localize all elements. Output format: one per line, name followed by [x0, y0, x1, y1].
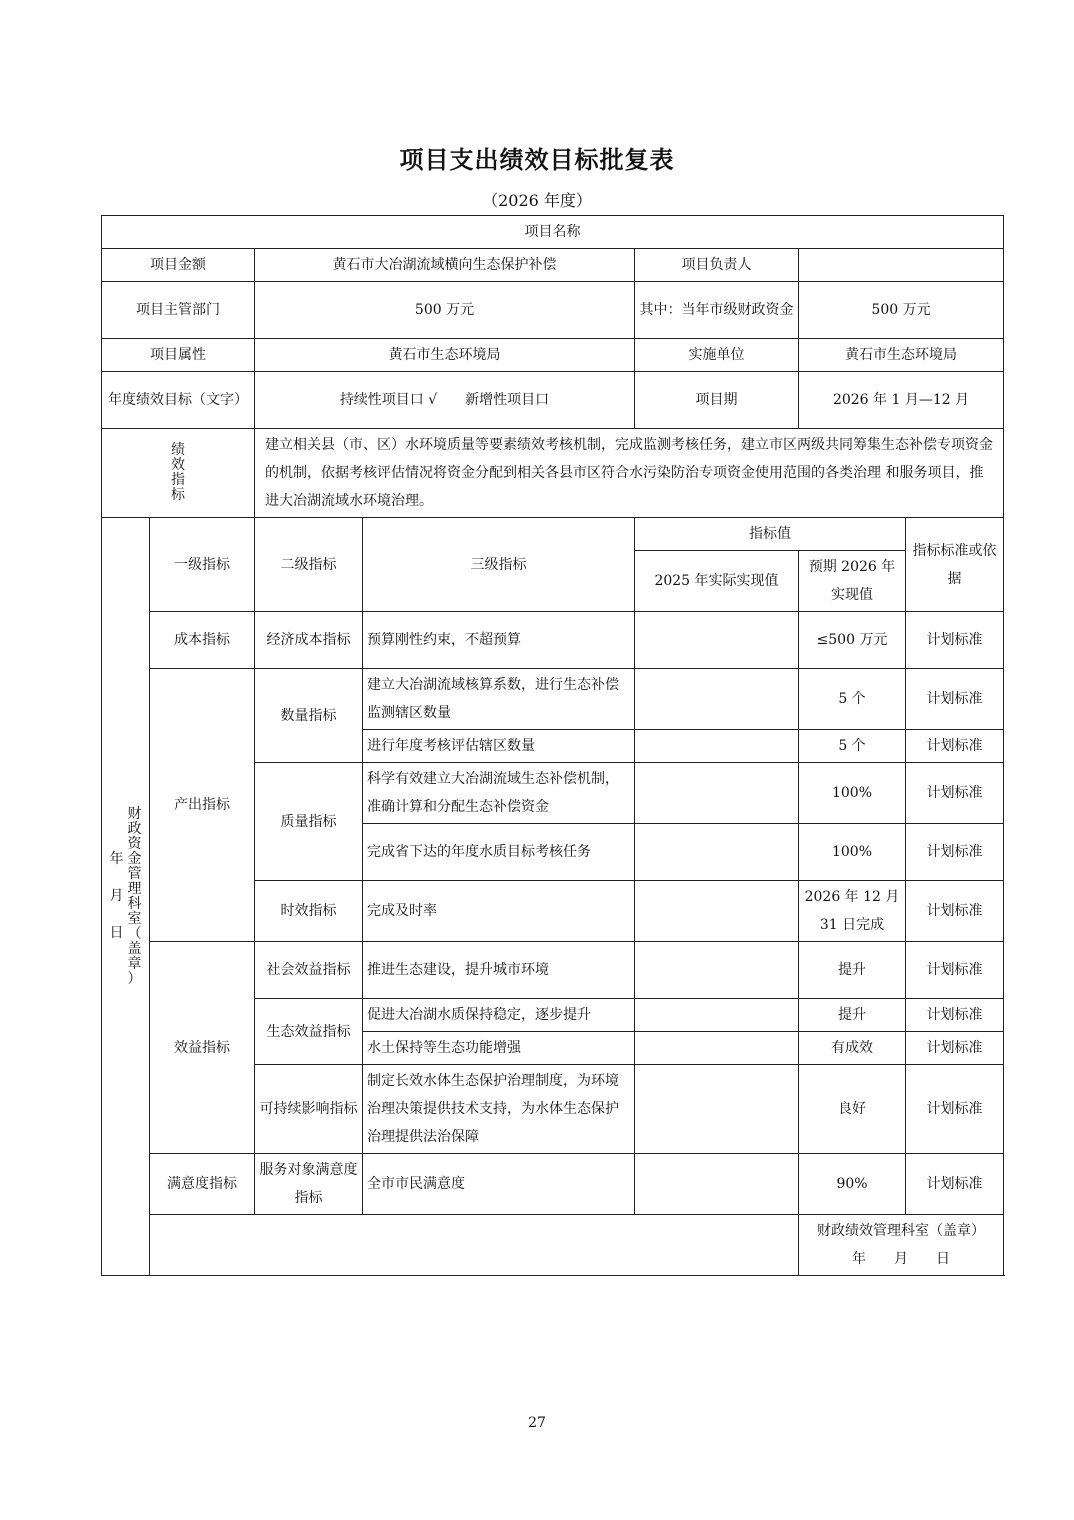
page-subtitle: （2026 年度） [482, 191, 592, 210]
office-char: 科 [127, 895, 142, 912]
date-column [110, 852, 124, 941]
qty2-expected: 5 个 [799, 730, 906, 763]
sat-l3: 全市市民满意度 [363, 1154, 635, 1215]
qual2-l3: 完成省下达的年度水质目标考核任务 [363, 824, 635, 881]
qty-l2: 数量指标 [255, 669, 363, 763]
attribute-dept-value: 黄石市生态环境局 [255, 339, 635, 372]
goal-text: 建立相关县（市、区）水环境质量等要素绩效考核机制，完成监测考核任务，建立市区两级共同筹集生态补偿专项资金的机制，依据考核评估情况将资金分配到相关各县市区符合水污染防治专项资金使用范围的各类治理 和服务项目，推进大冶湖流域水环境治理。 [255, 429, 1004, 518]
social-actual [635, 942, 799, 999]
qty2-l3: 进行年度考核评估辖区数量 [363, 730, 635, 763]
time-actual [635, 881, 799, 942]
qual1-standard: 计划标准 [906, 763, 1004, 824]
sat-l2: 服务对象满意度指标 [255, 1154, 363, 1215]
col-expected-2026: 预期 2026 年实现值 [799, 551, 906, 612]
qty1-l3: 建立大冶湖流域核算系数，进行生态补偿监测辖区数量 [363, 669, 635, 730]
indicator-label [102, 429, 255, 518]
amount-label: 项目金额 [102, 249, 255, 282]
qual2-actual [635, 824, 799, 881]
office-char: 金 [127, 850, 142, 867]
office-char: 政 [127, 820, 142, 837]
col-level2: 二级指标 [255, 518, 363, 612]
sat-standard: 计划标准 [906, 1154, 1004, 1215]
side-year: 年 [109, 851, 124, 867]
page-title: 项目支出绩效目标批复表 [399, 145, 675, 174]
period-label: 项目期 [635, 372, 799, 429]
office-char: ） [127, 970, 142, 987]
col-level3: 三级指标 [363, 518, 635, 612]
cost-actual [635, 612, 799, 669]
qual2-standard: 计划标准 [906, 824, 1004, 881]
sus-l2: 可持续影响指标 [255, 1065, 363, 1154]
eco2-l3: 水土保持等生态功能增强 [363, 1032, 635, 1065]
eco1-standard: 计划标准 [906, 999, 1004, 1032]
period-value: 2026 年 1 月—12 月 [799, 372, 1004, 429]
side-day: 日 [109, 925, 124, 941]
indicator-label-text: 绩效指标 [171, 442, 185, 503]
time-l2: 时效指标 [255, 881, 363, 942]
col-level1: 一级指标 [150, 518, 255, 612]
qual-l2: 质量指标 [255, 763, 363, 881]
eco2-actual [635, 1032, 799, 1065]
col-value: 指标值 [635, 518, 906, 551]
impl-value: 黄石市生态环境局 [799, 339, 1004, 372]
page-number: 27 [528, 1415, 546, 1431]
approval-table [101, 215, 1004, 1276]
amount-value: 500 万元 [255, 282, 635, 339]
office-char: 管 [127, 865, 142, 882]
time-standard: 计划标准 [906, 881, 1004, 942]
footer-blank [150, 1215, 799, 1276]
qty1-expected: 5 个 [799, 669, 906, 730]
cost-l2: 经济成本指标 [255, 612, 363, 669]
eco1-actual [635, 999, 799, 1032]
benefit-l1: 效益指标 [150, 942, 255, 1154]
time-l3: 完成及时率 [363, 881, 635, 942]
goal-label: 年度绩效目标（文字） [102, 372, 255, 429]
social-l2: 社会效益指标 [255, 942, 363, 999]
office-char: 理 [127, 880, 142, 897]
dept-label: 项目主管部门 [102, 282, 255, 339]
footer-sign [799, 1215, 1004, 1276]
impl-label: 实施单位 [635, 339, 799, 372]
cost-expected: ≤500 万元 [799, 612, 906, 669]
qual1-expected: 100% [799, 763, 906, 824]
qty1-actual [635, 669, 799, 730]
sat-l1: 满意度指标 [150, 1154, 255, 1215]
qty1-standard: 计划标准 [906, 669, 1004, 730]
cost-l3: 预算刚性约束，不超预算 [363, 612, 635, 669]
leader-value [799, 249, 1004, 282]
project-name-value: 黄石市大冶湖流域横向生态保护补偿 [255, 249, 635, 282]
time-expected: 2026 年 12 月 31 日完成 [799, 881, 906, 942]
sus-standard: 计划标准 [906, 1065, 1004, 1154]
eco-l2: 生态效益指标 [255, 999, 363, 1065]
office-char: 室 [127, 910, 142, 927]
leader-label: 项目负责人 [635, 249, 799, 282]
eco1-expected: 提升 [799, 999, 906, 1032]
col-actual-2025: 2025 年实际实现值 [635, 551, 799, 612]
qual2-expected: 100% [799, 824, 906, 881]
output-l1: 产出指标 [150, 669, 255, 942]
qual1-l3: 科学有效建立大冶湖流域生态补偿机制，准确计算和分配生态补偿资金 [363, 763, 635, 824]
side-month: 月 [109, 888, 124, 904]
eco2-standard: 计划标准 [906, 1032, 1004, 1065]
eco2-expected: 有成效 [799, 1032, 906, 1065]
office-char: 财 [127, 805, 142, 822]
project-type: 持续性项目口 √ 新增性项目口 [255, 372, 635, 429]
office-char: 盖 [127, 940, 142, 957]
office-char: 资 [127, 835, 142, 852]
sat-actual [635, 1154, 799, 1215]
col-standard: 指标标准或依据 [906, 518, 1004, 612]
attribute-label: 项目属性 [102, 339, 255, 372]
social-l3: 推进生态建设，提升城市环境 [363, 942, 635, 999]
qty2-standard: 计划标准 [906, 730, 1004, 763]
sus-expected: 良好 [799, 1065, 906, 1154]
social-expected: 提升 [799, 942, 906, 999]
sus-actual [635, 1065, 799, 1154]
footer-office: 财政绩效管理科室（盖章） [817, 1223, 986, 1239]
sat-expected: 90% [799, 1154, 906, 1215]
office-column [128, 807, 142, 987]
cost-l1: 成本指标 [150, 612, 255, 669]
office-char: （ [127, 925, 142, 942]
social-standard: 计划标准 [906, 942, 1004, 999]
qual1-actual [635, 763, 799, 824]
side-stamp-area [102, 518, 150, 1276]
city-fund-label: 其中：当年市级财政资金 [635, 282, 799, 339]
qty2-actual [635, 730, 799, 763]
sus-l3: 制定长效水体生态保护治理制度，为环境治理决策提供技术支持，为水体生态保护治理提供法治保障 [363, 1065, 635, 1154]
cost-standard: 计划标准 [906, 612, 1004, 669]
eco1-l3: 促进大冶湖水质保持稳定，逐步提升 [363, 999, 635, 1032]
footer-date: 年 月 日 [852, 1251, 951, 1267]
office-char: 章 [127, 955, 142, 972]
project-name-label: 项目名称 [102, 216, 1004, 249]
city-fund-value: 500 万元 [799, 282, 1004, 339]
